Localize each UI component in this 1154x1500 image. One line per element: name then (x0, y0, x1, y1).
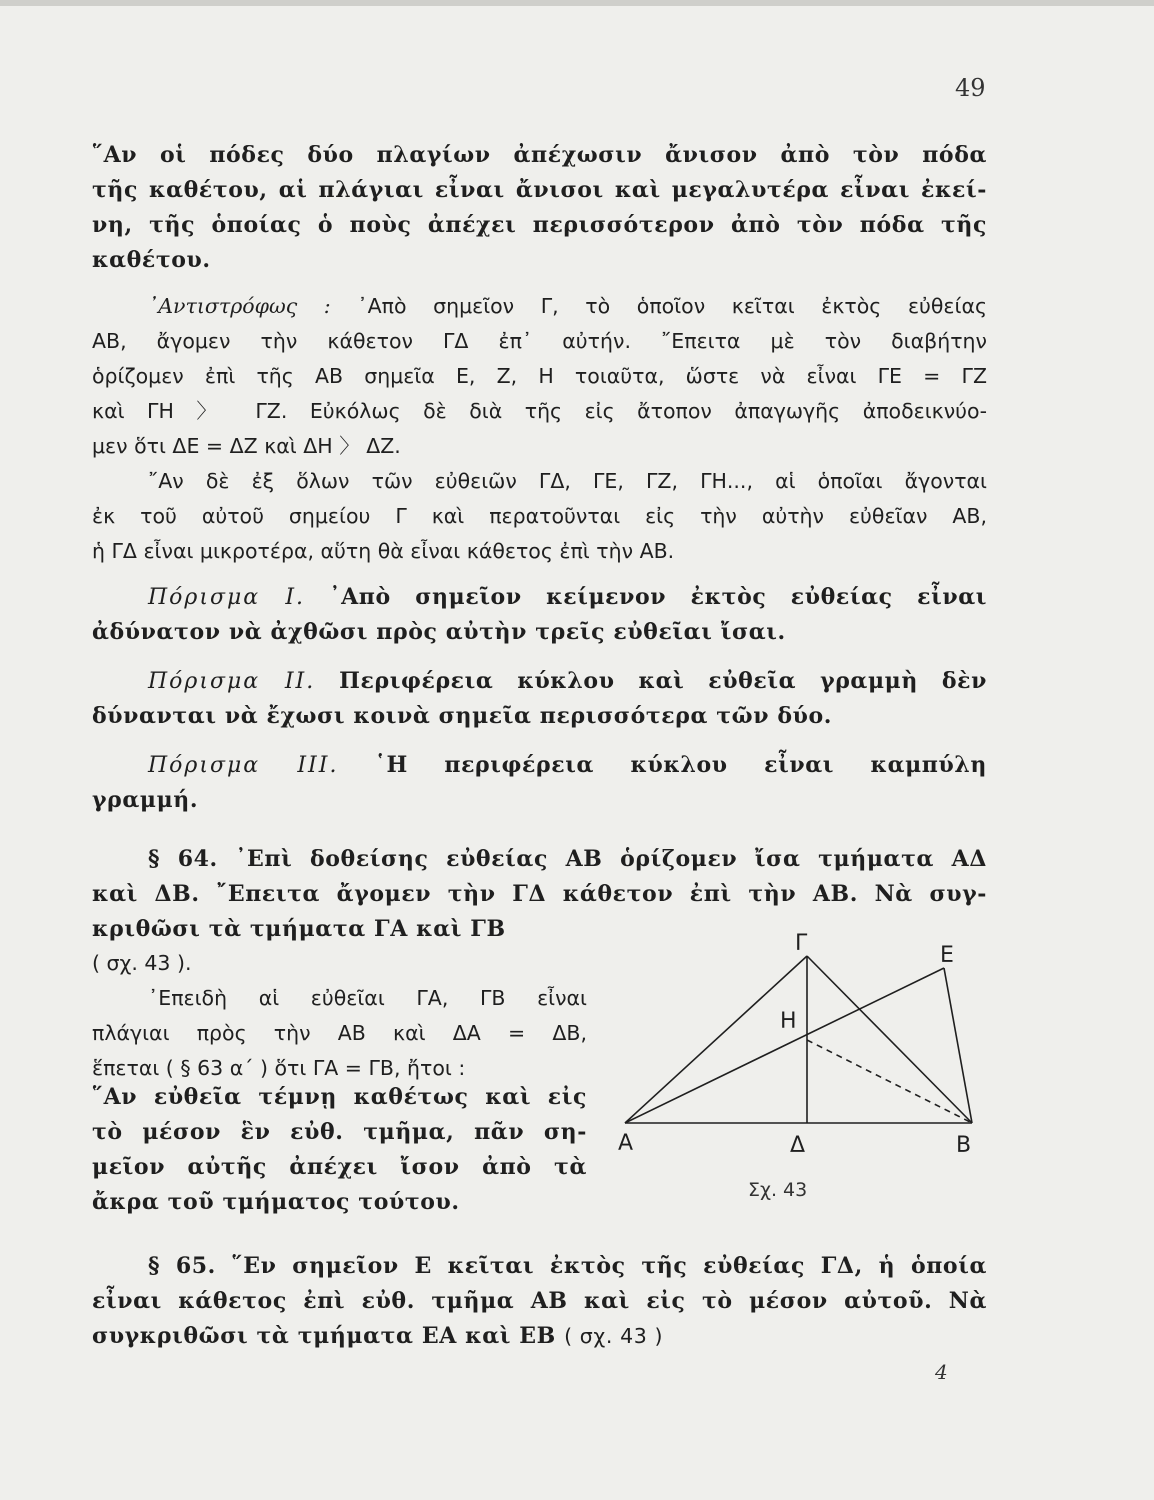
converse-line-4: καὶ ΓΗ 〉 ΓΖ. Εὐκόλως δὲ διὰ τῆς εἰς ἄτοπον ἀπαγωγῆς ἀποδεικνύο- (92, 399, 987, 423)
figure-caption: Σχ. 43 (748, 1179, 808, 1200)
figure-43-svg (610, 930, 995, 1200)
porisma3-label: Πόρισμα ΙΙΙ. (148, 753, 339, 778)
theorem-line-2: τῆς καθέτου, αἱ πλάγιαι εἶναι ἄνισοι καὶ μεγαλυτέρα εἶναι ἐκεί- (92, 177, 987, 203)
section65-text-3: συγκριθῶσι τὰ τμήματα ΕΑ καὶ ΕΒ (92, 1323, 556, 1349)
segment-gb (807, 956, 972, 1123)
label-a: Α (618, 1131, 634, 1156)
converse-line-2: ΑΒ, ἄγομεν τὴν κάθετον ΓΔ ἐπ᾽ αὐτήν. ῎Επειτα μὲ τὸν διαβήτην (92, 329, 987, 353)
section64-line-1: § 64. ᾽Επὶ δοθείσης εὐθείας ΑΒ ὁρίζομεν ἴσα τμήματα ΑΔ (148, 846, 987, 872)
porisma3-line-2: γραμμή. (92, 787, 199, 813)
converse-line-5: μεν ὅτι ΔΕ = ΔΖ καὶ ΔΗ 〉 ΔΖ. (92, 434, 401, 458)
label-d: Δ (790, 1133, 806, 1158)
section65-line-2: εἶναι κάθετος ἐπὶ εὐθ. τμῆμα ΑΒ καὶ εἰς τὸ μέσον αὐτοῦ. Νὰ (92, 1288, 987, 1314)
converse-text-1: ᾽Απὸ σημεῖον Γ, τὸ ὁποῖον κεῖται ἐκτὸς εὐθείας (357, 294, 987, 318)
converse-line-3: ὁρίζομεν ἐπὶ τῆς ΑΒ σημεῖα Ε, Ζ, Η τοιαῦτα, ὥστε νὰ εἶναι ΓΕ = ΓΖ (92, 364, 987, 388)
label-h: Η (780, 1009, 797, 1034)
section65-line-1: § 65. ῞Εν σημεῖον Ε κεῖται ἐκτὸς τῆς εὐθείας ΓΔ, ἡ ὁποία (148, 1253, 987, 1279)
label-g: Γ (795, 931, 808, 956)
rule64-line-4: ἄκρα τοῦ τμήματος τούτου. (92, 1189, 460, 1215)
porisma1-text-1: ᾽Απὸ σημεῖον κείμενον ἐκτὸς εὐθείας εἶναι (329, 584, 987, 610)
figure-43 (610, 930, 995, 1200)
section64-ref: ( σχ. 43 ). (92, 951, 192, 975)
rule64-line-1: ῞Αν εὐθεῖα τέμνῃ καθέτως καὶ εἰς (92, 1084, 587, 1110)
theorem-line-4: καθέτου. (92, 247, 211, 273)
section65-ref: ( σχ. 43 ) (564, 1324, 664, 1348)
segment-ga (625, 956, 807, 1123)
theorem-line-1: ῞Αν οἱ πόδες δύο πλαγίων ἀπέχωσιν ἄνισον ἀπὸ τὸν πόδα (92, 142, 987, 168)
porisma3-line-1 (148, 748, 987, 784)
porisma2-line-1 (148, 664, 987, 700)
porisma2-line-2: δύνανται νὰ ἔχωσι κοινὰ σημεῖα περισσότερα τῶν δύο. (92, 703, 833, 729)
rule64-line-2: τὸ μέσον ἓν εὐθ. τμῆμα, πᾶν ση- (92, 1119, 587, 1145)
label-b: Β (956, 1133, 972, 1158)
section65-line-3 (92, 1319, 987, 1355)
theorem-line-3: νη, τῆς ὁποίας ὁ ποὺς ἀπέχει περισσότερον ἀπὸ τὸν πόδα τῆς (92, 212, 987, 238)
rule64-line-3: μεῖον αὐτῆς ἀπέχει ἴσον ἀπὸ τὰ (92, 1154, 587, 1180)
section64-line-2: καὶ ΔΒ. ῎Επειτα ἄγομεν τὴν ΓΔ κάθετον ἐπὶ τὴν ΑΒ. Νὰ συγ- (92, 881, 987, 907)
label-e: Ε (940, 943, 954, 968)
proof64-line-3: ἕπεται ( § 63 α΄ ) ὅτι ΓΑ = ΓΒ, ἤτοι : (92, 1056, 466, 1080)
proof64-line-2: πλάγιαι πρὸς τὴν ΑΒ καὶ ΔΑ = ΔΒ, (92, 1021, 587, 1045)
footer-mark: 4 (935, 1360, 948, 1384)
conclusion-line-3: ἡ ΓΔ εἶναι μικροτέρα, αὕτη θὰ εἶναι κάθετος ἐπὶ τὴν ΑΒ. (92, 539, 675, 563)
page-top-edge (0, 0, 1154, 6)
porisma1-line-2: ἀδύνατον νὰ ἀχθῶσι πρὸς αὐτὴν τρεῖς εὐθεῖαι ἴσαι. (92, 619, 786, 645)
conclusion-line-1: ῎Αν δὲ ἐξ ὅλων τῶν εὐθειῶν ΓΔ, ΓΕ, ΓΖ, ΓΗ..., αἱ ὁποῖαι ἄγονται (148, 469, 987, 493)
page-number: 49 (955, 74, 986, 102)
porisma3-text-1: ῾Η περιφέρεια κύκλου εἶναι καμπύλη (374, 752, 987, 778)
porisma2-text-1: Περιφέρεια κύκλου καὶ εὐθεῖα γραμμὴ δὲν (339, 668, 987, 694)
section64-line-3: κριθῶσι τὰ τμήματα ΓΑ καὶ ΓΒ (92, 916, 506, 942)
segment-hb-dashed (807, 1040, 972, 1123)
converse-line-1 (148, 289, 987, 324)
proof64-line-1: ᾽Επειδὴ αἱ εὐθεῖαι ΓΑ, ΓΒ εἶναι (148, 986, 587, 1010)
conclusion-line-2: ἐκ τοῦ αὐτοῦ σημείου Γ καὶ περατοῦνται εἰς τὴν αὐτὴν εὐθεῖαν ΑΒ, (92, 504, 987, 528)
porisma1-line-1 (148, 580, 987, 616)
porisma1-label: Πόρισμα Ι. (148, 585, 306, 610)
porisma2-label: Πόρισμα ΙΙ. (148, 669, 316, 694)
converse-label: ᾽Αντιστρόφως : (148, 294, 331, 318)
